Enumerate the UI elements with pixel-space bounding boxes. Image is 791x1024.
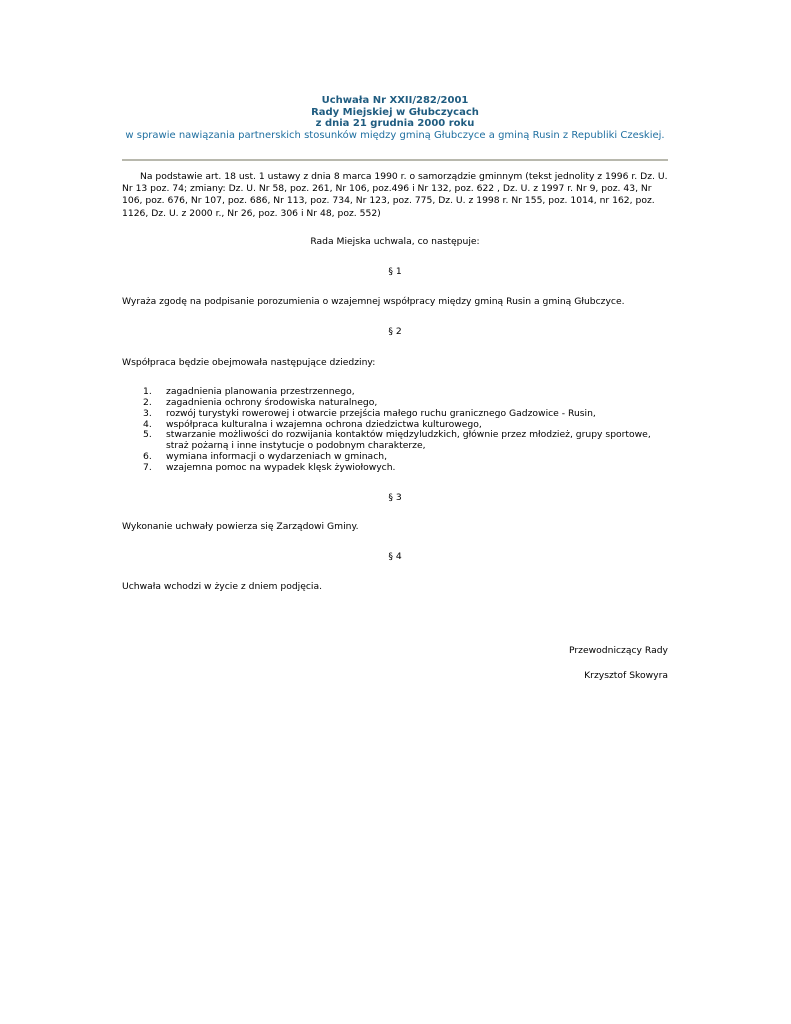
- list-item: [122, 430, 668, 452]
- section-3-text: Wykonanie uchwały powierza się Zarządowi Gminy.: [122, 521, 359, 533]
- list-item: [122, 463, 668, 474]
- list-item-number: 6.: [143, 451, 152, 463]
- list-item-number: 4.: [143, 418, 152, 430]
- list-item-number: 2.: [143, 396, 152, 408]
- section-2-text: Współpraca będzie obejmowała następujące dziedziny:: [122, 356, 376, 368]
- list-item-number: 1.: [143, 385, 152, 397]
- council-name: Rady Miejskiej w Głubczycach: [311, 106, 479, 118]
- document-header: [122, 95, 668, 141]
- section-2-heading: § 2: [388, 326, 402, 338]
- header-divider: [122, 159, 668, 161]
- list-item-number: 7.: [143, 462, 152, 474]
- section-3-heading: § 3: [388, 492, 402, 504]
- list-item-number: 3.: [143, 407, 152, 419]
- list-item-text: rozwój turystyki rowerowej i otwarcie przejścia małego ruchu granicznego Gadzowice - Rusin,: [166, 407, 596, 419]
- section-4-text: Uchwała wchodzi w życie z dniem podjęcia.: [122, 580, 323, 592]
- list-item-text: zagadnienia ochrony środowiska naturalnego,: [166, 396, 378, 408]
- list-item-text: stwarzanie możliwości do rozwijania kontaktów międzyludzkich, głównie przez młodzież, grupy sportowe, straż pożarną i inne instytucje o podobnym charakterze,: [166, 429, 651, 452]
- list-item-text: wymiana informacji o wydarzeniach w gminach,: [166, 451, 387, 463]
- resolution-date: z dnia 21 grudnia 2000 roku: [315, 118, 475, 129]
- resolution-number: Uchwała Nr XXII/282/2001: [321, 95, 469, 106]
- cooperation-areas-list: [122, 387, 668, 474]
- signatory-name: Krzysztof Skowyra: [584, 670, 668, 682]
- section-4-heading: § 4: [388, 551, 402, 563]
- list-item-number: 5.: [143, 429, 152, 441]
- document-page: [122, 95, 668, 682]
- list-item-text: współpraca kulturalna i wzajemna ochrona dziedzictwa kulturowego,: [166, 418, 482, 430]
- section-1-text: Wyraża zgodę na podpisanie porozumienia o wzajemnej współpracy między gminą Rusin a gminą Głubczyce.: [122, 296, 625, 308]
- legal-basis-paragraph: Na podstawie art. 18 ust. 1 ustawy z dnia 8 marca 1990 r. o samorządzie gminnym (tekst jednolity z 1996 r. Dz. U. Nr 13 poz. 74; zmiany: Dz. U. Nr 58, poz. 261, Nr 106, poz.496 i Nr 132, poz. 622 , Dz. U. z 1997 r. Nr 9, poz. 43, Nr 106, poz. 676, Nr 107, poz. 686, Nr 113, poz. 734, Nr 123, poz. 775, Dz. U. z 1998 r. Nr 155, poz. 1014, nr 162, poz. 1126, Dz. U. z 2000 r., Nr 26, poz. 306 i Nr 48, poz. 552): [122, 171, 668, 219]
- section-1-heading: § 1: [388, 266, 402, 278]
- signatory-role: Przewodniczący Rady: [569, 644, 668, 656]
- resolution-subject: w sprawie nawiązania partnerskich stosunków między gminą Głubczyce a gminą Rusin z Republiki Czeskiej.: [125, 129, 665, 141]
- list-item-text: zagadnienia planowania przestrzennego,: [166, 385, 355, 397]
- list-item-text: wzajemna pomoc na wypadek klęsk żywiołowych.: [166, 462, 396, 474]
- resolves-statement: Rada Miejska uchwala, co następuje:: [310, 235, 480, 247]
